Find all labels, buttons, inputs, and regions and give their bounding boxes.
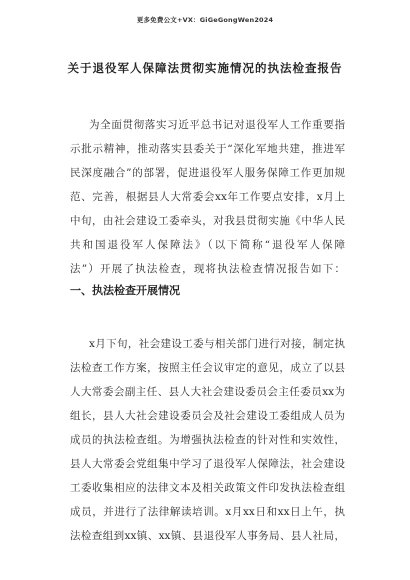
paragraph-line: x月下旬，社会建设工委与相关部门进行对接，制定执 xyxy=(89,338,345,350)
paragraph-line: 为全面贯彻落实习近平总书记对退役军人工作重要指 xyxy=(89,119,345,131)
paragraph-line: 法”）开展了执法检查，现将执法检查情况报告如下： xyxy=(70,263,345,275)
paragraph-line: 工委收集相应的法律文本及相关政策文件印发执法检查组 xyxy=(70,482,345,494)
paragraph-line: 范、完善，根据县人大常委会xx年工作要点安排，x月上 xyxy=(70,191,345,203)
paragraph-line: 组长，县人大社会建设委员会及社会建设工委组成人员为 xyxy=(70,410,345,422)
document-title: 关于退役军人保障法贯彻实施情况的执法检查报告 xyxy=(67,61,343,75)
paragraph-line: 示批示精神，推动落实县委关于“深化军地共建，推进军 xyxy=(70,143,345,155)
paragraph-line: 法检查组到xx镇、xx镇、县退役军人事务局、县人社局， xyxy=(70,530,345,542)
section-heading: 一、执法检查开展情况 xyxy=(70,284,180,297)
paragraph-line: 成员，并进行了法律解读培训。x月xx日和xx日上午，执 xyxy=(70,506,345,518)
paragraph-line: 人大常委会副主任、县人大社会建设委员会主任委员xx为 xyxy=(70,386,345,398)
paragraph-line: 中旬，由社会建设工委牵头，对我县贯彻实施《中华人民 xyxy=(70,215,345,227)
paragraph-line: 民深度融合”的部署，促进退役军人服务保障工作更加规 xyxy=(70,167,345,179)
paragraph-line: 县人大常委会党组集中学习了退役军人保障法，社会建设 xyxy=(70,458,345,470)
paragraph-line: 共和国退役军人保障法》（以下简称“退役军人保障 xyxy=(70,239,345,251)
paragraph-line: 成员的执法检查组。为增强执法检查的针对性和实效性， xyxy=(70,434,345,446)
paragraph-line: 法检查工作方案，按照主任会议审定的意见，成立了以县 xyxy=(70,362,345,374)
watermark-header: 更多免费公文+VX：GiGeGongWen2024 xyxy=(136,16,274,24)
